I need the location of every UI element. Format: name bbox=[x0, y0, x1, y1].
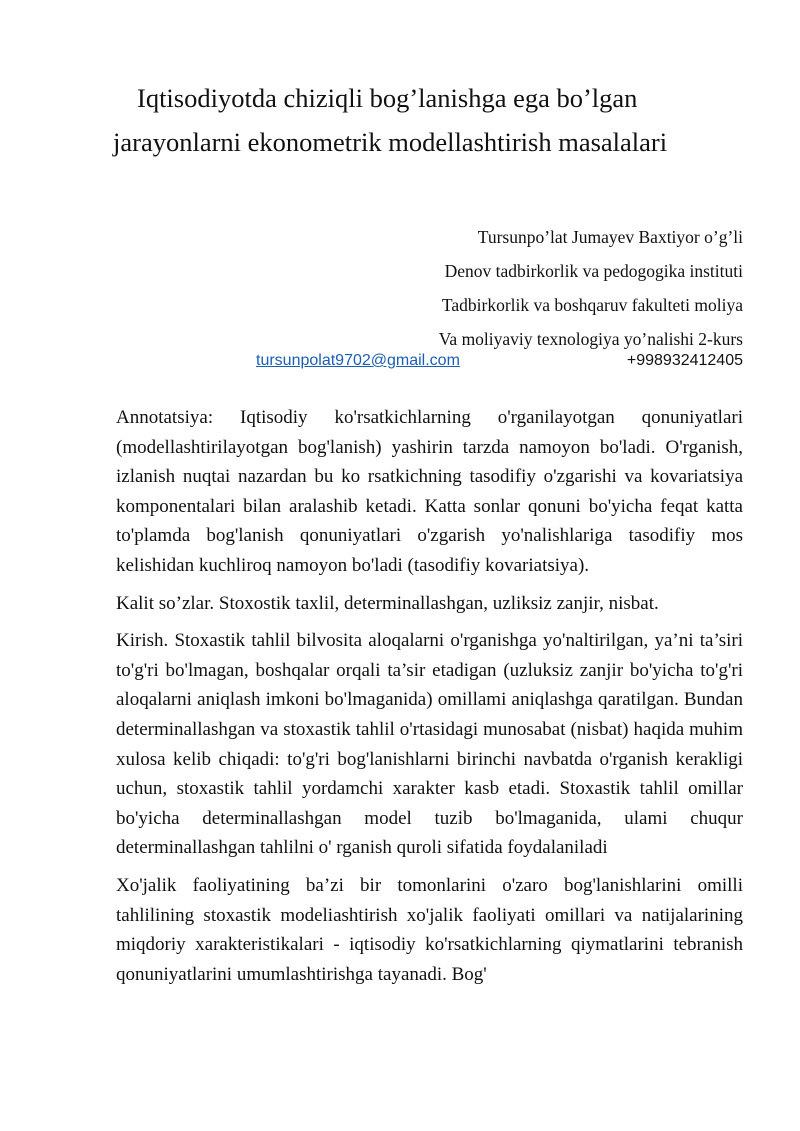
author-email-link[interactable]: tursunpolat9702@gmail.com bbox=[256, 352, 460, 369]
intro-paragraph: Kirish. Stoxastik tahlil bilvosita aloqalarni o'rganishga yo'naltirilgan, ya’ni ta’siri to'g'ri bo'lmagan, boshqalar orqali ta’sir etadigan (uzluksiz zanjir bo'yicha to'g'ri aloqalarni aniqlash imkoni bo'lmaganida) omillami aniqlashga qaratilgan. Bundan determinallashgan va stoxastik tahlil o'rtasidagi munosabat (nisbat) haqida muhim xulosa kelib chiqadi: to'g'ri bog'lanishlarni birinchi navbatda o'rganish kerakligi uchun, stoxastik tahlil yordamchi xarakter kasb etadi. Stoxastik tahlil omillar bo'yicha determinallashgan model tuzib bo'lmaganida, ulami chuqur determinallashgan tahlilni o' rganish quroli sifatida foydalaniladi bbox=[116, 630, 743, 859]
document-title: Iqtisodiyotda chiziqli bog’lanishga ega bo’lgan jarayonlarni ekonometrik modellashtirish masalalari bbox=[113, 83, 668, 157]
author-institution: Denov tadbirkorlik va pedogogika instituti bbox=[444, 261, 743, 281]
document-body bbox=[116, 403, 743, 997]
keywords-paragraph: Kalit so’zlar. Stoxostik taxlil, determinallashgan, uzliksiz zanjir, nisbat. bbox=[116, 592, 659, 614]
author-faculty: Tadbirkorlik va boshqaruv fakulteti moliya bbox=[441, 295, 743, 315]
author-phone: +998932412405 bbox=[626, 352, 743, 369]
author-program: Va moliyaviy texnologiya yo’nalishi 2-kurs bbox=[438, 329, 743, 349]
author-block bbox=[439, 220, 743, 356]
annotation-paragraph: Annotatsiya: Iqtisodiy ko'rsatkichlarning o'rganilayotgan qonuniyatlari (modellashtirilayotgan bog'lanish) yashirin tarzda namoyon bo'ladi. O'rganish, izlanish nuqtai nazardan bu ko rsatkichning tasodifiy o'zgarishi va kovariatsiya komponentalari bilan aralashib ketadi. Katta sonlar qonuni bo'yicha feqat katta to'plamda bog'lanish qonuniyatlari o'zgarish yo'nalishlariga tasodifiy mos kelishidan kuchliroq namoyon bo'ladi (tasodifiy kovariatsiya). bbox=[116, 407, 743, 576]
economic-analysis-paragraph: Xo'jalik faoliyatining ba’zi bir tomonlarini o'zaro bog'lanishlarini omilli tahlilining stoxastik modeliashtirish xo'jalik faoliyati omillari va natijalarining miqdoriy xarakteristikalari - iqtisodiy ko'rsatkichlarning qiymatlarini tebranish qonuniyatlarini umumlashtirishga tayanadi. Bog' bbox=[116, 874, 743, 985]
author-name: Tursunpo’lat Jumayev Baxtiyor o’g’li bbox=[477, 227, 743, 247]
